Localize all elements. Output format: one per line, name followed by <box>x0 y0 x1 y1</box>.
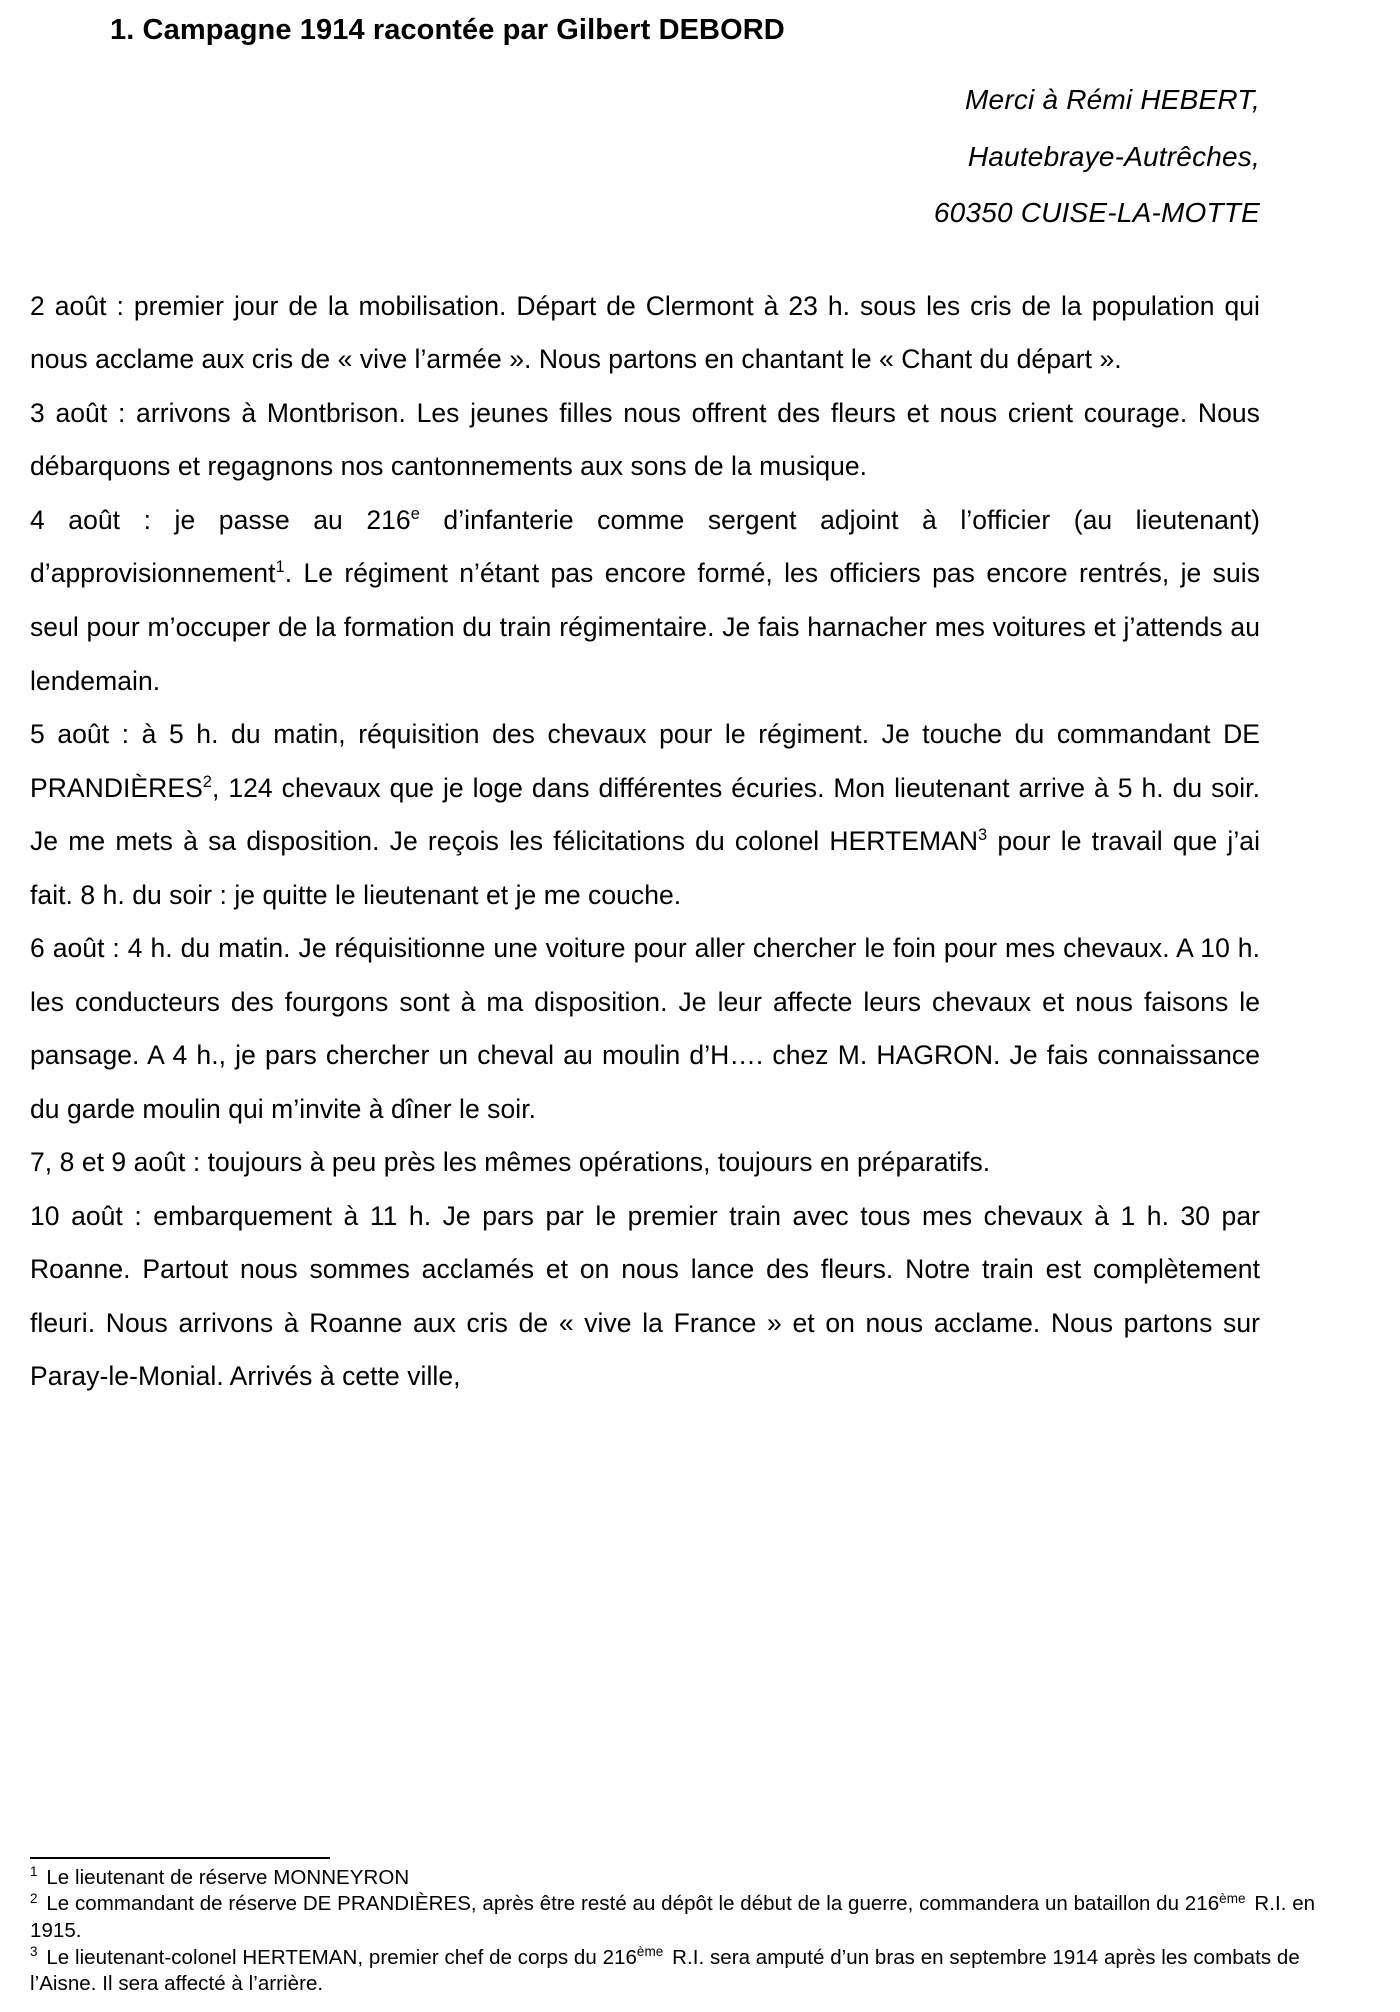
paragraph-aout-2: 2 août : premier jour de la mobilisation. Départ de Clermont à 23 h. sous les cris de la population qui nous acclame aux cris de « vive l’armée ». Nous partons en chantant le « Chant du départ ». <box>30 290 1260 375</box>
paragraph-aout-3: 3 août : arrivons à Montbrison. Les jeunes filles nous offrent des fleurs et nous crient courage. Nous débarquons et regagnons nos cantonnements aux sons de la musique. <box>30 397 1260 482</box>
footnote-2: $^2$ Le commandant de réserve DE PRANDIÈRES, après être resté au dépôt le début de la guerre, commandera un bataillon du 216ème R.I. en 1915. <box>30 1890 1316 1943</box>
dedication-block <box>0 72 1328 242</box>
footnote-number: 1 <box>30 1863 38 1879</box>
footnote-section <box>30 1857 1332 1998</box>
footnote-marker: 1 <box>275 558 285 577</box>
paragraph-aout-7-8-9: 7, 8 et 9 août : toujours à peu près les mêmes opérations, toujours en préparatifs. <box>30 1147 991 1178</box>
page-title: 1. Campagne 1914 racontée par Gilbert DEBORD <box>110 14 785 46</box>
footnote-marker: 3 <box>978 826 988 845</box>
dedication-line-1: Merci à Rémi HEBERT, <box>965 84 1260 116</box>
paragraph-aout-10: 10 août : embarquement à 11 h. Je pars par le premier train avec tous mes chevaux à 1 h. 30 par Roanne. Partout nous sommes acclamés et on nous lance des fleurs. Notre train est complètement fleuri. Nous arrivons à Roanne aux cris de « vive la France » et on nous acclame. Nous partons sur Paray-le-Monial. Arrivés à cette ville, <box>30 1200 1260 1392</box>
footnote-1: $^1$ Le lieutenant de réserve MONNEYRON <box>30 1863 410 1889</box>
footnote-marker: ème <box>636 1943 664 1959</box>
dedication-line-2: Hautebraye-Autrêches, <box>967 140 1260 172</box>
footnote-number: 2 <box>30 1890 38 1906</box>
footnote-marker: 2 <box>202 772 212 791</box>
footnote-marker: e <box>410 505 420 524</box>
dedication-line-3: 60350 CUISE-LA-MOTTE <box>933 197 1260 229</box>
document-body <box>0 280 1328 1404</box>
footnote-3: $^3$ Le lieutenant-colonel HERTEMAN, premier chef de corps du 216ème R.I. sera amputé d’un bras en septembre 1914 après les combats de l’Aisne. Il sera affecté à l’arrière. <box>30 1943 1300 1996</box>
footnote-separator-rule <box>30 1857 330 1859</box>
document-page <box>0 12 1400 2012</box>
paragraph-aout-5: 5 août : à 5 h. du matin, réquisition des chevaux pour le régiment. Je touche du commandant DE PRANDIÈRES$^2$, 124 chevaux que je loge dans différentes écuries. Mon lieutenant arrive à 5 h. du soir. Je me mets à sa disposition. Je reçois les félicitations du colonel HERTEMAN$^3$ pour le travail que j’ai fait. 8 h. du soir : je quitte le lieutenant et je me couche. <box>30 719 1261 910</box>
footnote-number: 3 <box>30 1943 38 1959</box>
paragraph-aout-6: 6 août : 4 h. du matin. Je réquisitionne une voiture pour aller chercher le foin pour mes chevaux. A 10 h. les conducteurs des fourgons sont à ma disposition. Je leur affecte leurs chevaux et nous faisons le pansage. A 4 h., je pars chercher un cheval au moulin d’H…. chez M. HAGRON. Je fais connaissance du garde moulin qui m’invite à dîner le soir. <box>30 933 1260 1124</box>
paragraph-aout-4: 4 août : je passe au 216e d’infanterie comme sergent adjoint à l’officier (au lieutenant) d’approvisionnement$^1$. Le régiment n’étant pas encore formé, les officiers pas encore rentrés, je suis seul pour m’occuper de la formation du train régimentaire. Je fais harnacher mes voitures et j’attends au lendemain. <box>30 504 1260 696</box>
footnote-marker: ème <box>1219 1890 1246 1906</box>
